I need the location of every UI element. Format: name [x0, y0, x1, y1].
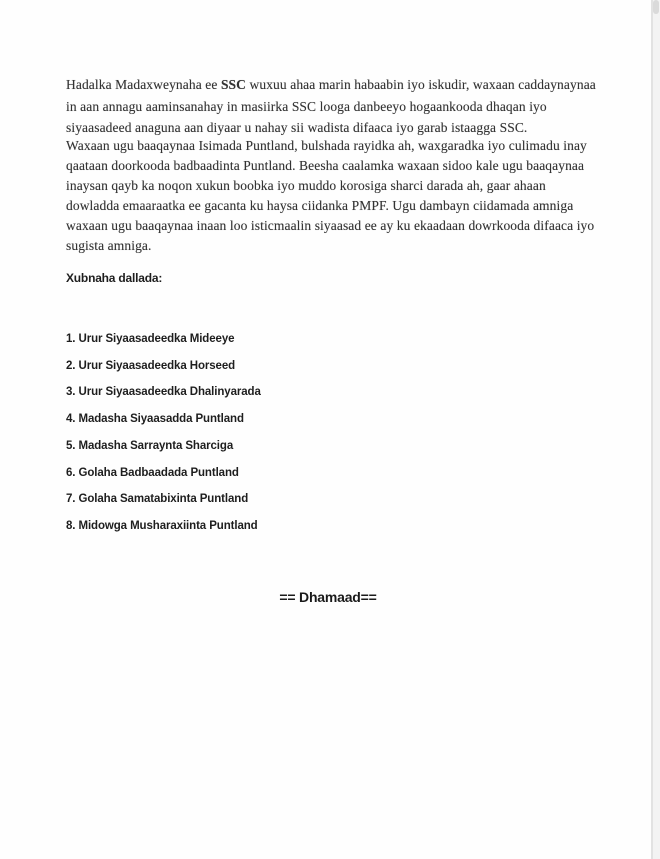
member-organizations-list — [66, 326, 486, 540]
paragraph-line: qaataan doorkooda badbaadinta Puntland. Beesha caalamka waxaan sidoo kale ugu baaqaynaa — [66, 158, 585, 173]
document-end-marker: == Dhamaad== — [279, 589, 377, 605]
list-item: 8. Midowga Musharaxiinta Puntland — [66, 519, 258, 532]
section-heading-members: Xubnaha dallada: — [66, 271, 163, 285]
paragraph-line: dowladda emaaraatka ee gacanta ku haysa ciidanka PMPF. Ugu dambayn ciidamada amniga — [66, 198, 574, 213]
list-item: 7. Golaha Samatabixinta Puntland — [66, 493, 249, 506]
paragraph-line: Waxaan ugu baaqaynaa Isimada Puntland, bulshada rayidka ah, waxgaradka iyo culimadu inay — [66, 138, 587, 153]
list-item: 3. Urur Siyaasadeedka Dhalinyarada — [66, 386, 261, 399]
paragraph-line: inaysan qayb ka noqon xukun boobka iyo muddo korosiga sharci darada ah, gaar ahaan — [66, 178, 546, 193]
list-item: 5. Madasha Sarraynta Sharciga — [66, 439, 234, 452]
paragraph-line: sugista amniga. — [66, 238, 152, 253]
list-item: 4. Madasha Siyaasadda Puntland — [66, 413, 244, 426]
paragraph-line: siyaasadeed anaguna aan diyaar u nahay sii wadista difaaca iyo garab istaagga SSC. — [66, 120, 528, 135]
paragraph-line: waxaan ugu baaqaynaa inaan loo isticmaalin siyaasad ee ay ku ekaadaan dowrkooda difaaca iyo — [66, 218, 595, 233]
paragraph-president-statement — [66, 74, 606, 139]
list-item: 1. Urur Siyaasadeedka Mideeye — [66, 333, 235, 345]
list-item: 6. Golaha Badbaadada Puntland — [66, 466, 239, 479]
paragraph-text: Hadalka Madaxweynaha ee — [66, 77, 221, 92]
list-item: 2. Urur Siyaasadeedka Horseed — [66, 359, 236, 372]
paragraph-appeal-statement — [66, 136, 606, 256]
paragraph-line — [66, 74, 606, 96]
paragraph-line: in aan annagu aaminsanahay in masiirka SSC looga danbeeyo hogaankooda dhaqan iyo — [66, 98, 547, 114]
paragraph-text: wuxuu ahaa marin habaabin iyo iskudir, waxaan caddaynaynaa — [246, 77, 596, 92]
scrollbar-track[interactable] — [651, 0, 660, 859]
scrollbar-thumb[interactable] — [653, 0, 659, 14]
ssc-bold-text: SSC — [220, 77, 247, 92]
